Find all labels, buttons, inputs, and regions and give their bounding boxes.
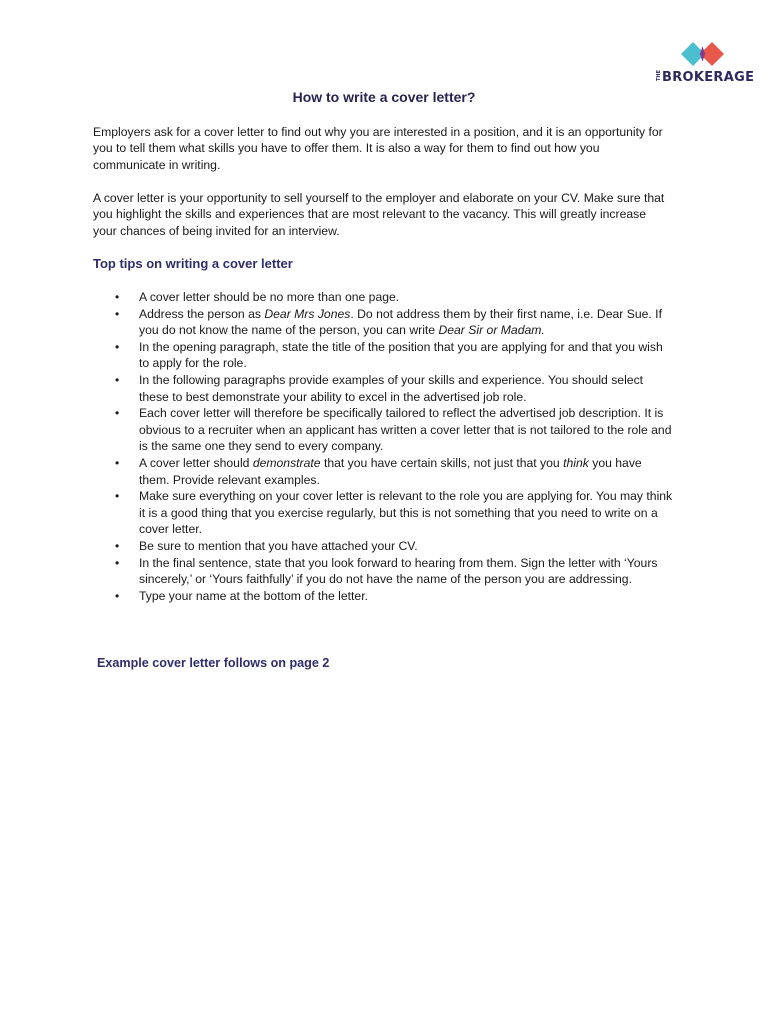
- tip-item: • Be sure to mention that you have attached your CV.: [93, 538, 673, 555]
- intro-paragraph: Employers ask for a cover letter to find out why you are interested in a position, and it is an opportunity for you to tell them what skills you have to offer them. It is also a way for them to find out how you communicate in writing.: [93, 125, 663, 172]
- logo-wordmark: BROKERAGE: [662, 70, 755, 85]
- tip-item: • A cover letter should be no more than one page.: [93, 289, 673, 306]
- tip-item: • In the final sentence, state that you look forward to hearing from them. Sign the letter with ‘Yours sincerely,’ or ‘Yours faithfully’ if you do not have the name of the person you are addressing.: [93, 555, 673, 588]
- tips-heading: Top tips on writing a cover letter: [93, 256, 293, 271]
- tip-item: • In the opening paragraph, state the title of the position that you are applying for and that you wish to apply for the role.: [93, 339, 673, 372]
- tip-item: • Type your name at the bottom of the letter.: [93, 588, 673, 605]
- tip-item: • Make sure everything on your cover letter is relevant to the role you are applying for. You may think it is a good thing that you exercise regularly, but this is not something that you need to write on a cover letter.: [93, 488, 673, 538]
- tip-item: • Each cover letter will therefore be specifically tailored to reflect the advertised job description. It is obvious to a recruiter when an applicant has written a cover letter that is not tailored to the role and is the same one they send to every company.: [93, 405, 673, 455]
- tip-item: • A cover letter should demonstrate that you have certain skills, not just that you think you have them. Provide relevant examples.: [93, 455, 673, 488]
- cv-paragraph: A cover letter is your opportunity to sell yourself to the employer and elaborate on your CV. Make sure that you highlight the skills and experiences that are most relevant to the vacancy. This will greatly increase your chances of being invited for an interview.: [93, 191, 665, 238]
- tip-item: • In the following paragraphs provide examples of your skills and experience. You should select these to best demonstrate your ability to excel in the advertised job role.: [93, 372, 673, 405]
- page-title: How to write a cover letter?: [292, 89, 476, 105]
- page-continuation-note: Example cover letter follows on page 2: [97, 656, 330, 670]
- tips-list: [93, 289, 673, 604]
- diamond-logo-icon: [680, 40, 728, 70]
- tip-item: • Address the person as Dear Mrs Jones. Do not address them by their first name, i.e. Dear Sue. If you do not know the name of the person, you can write Dear Sir or Madam.: [93, 306, 673, 339]
- logo-prefix: THE: [656, 70, 662, 82]
- brokerage-logo: [656, 40, 755, 88]
